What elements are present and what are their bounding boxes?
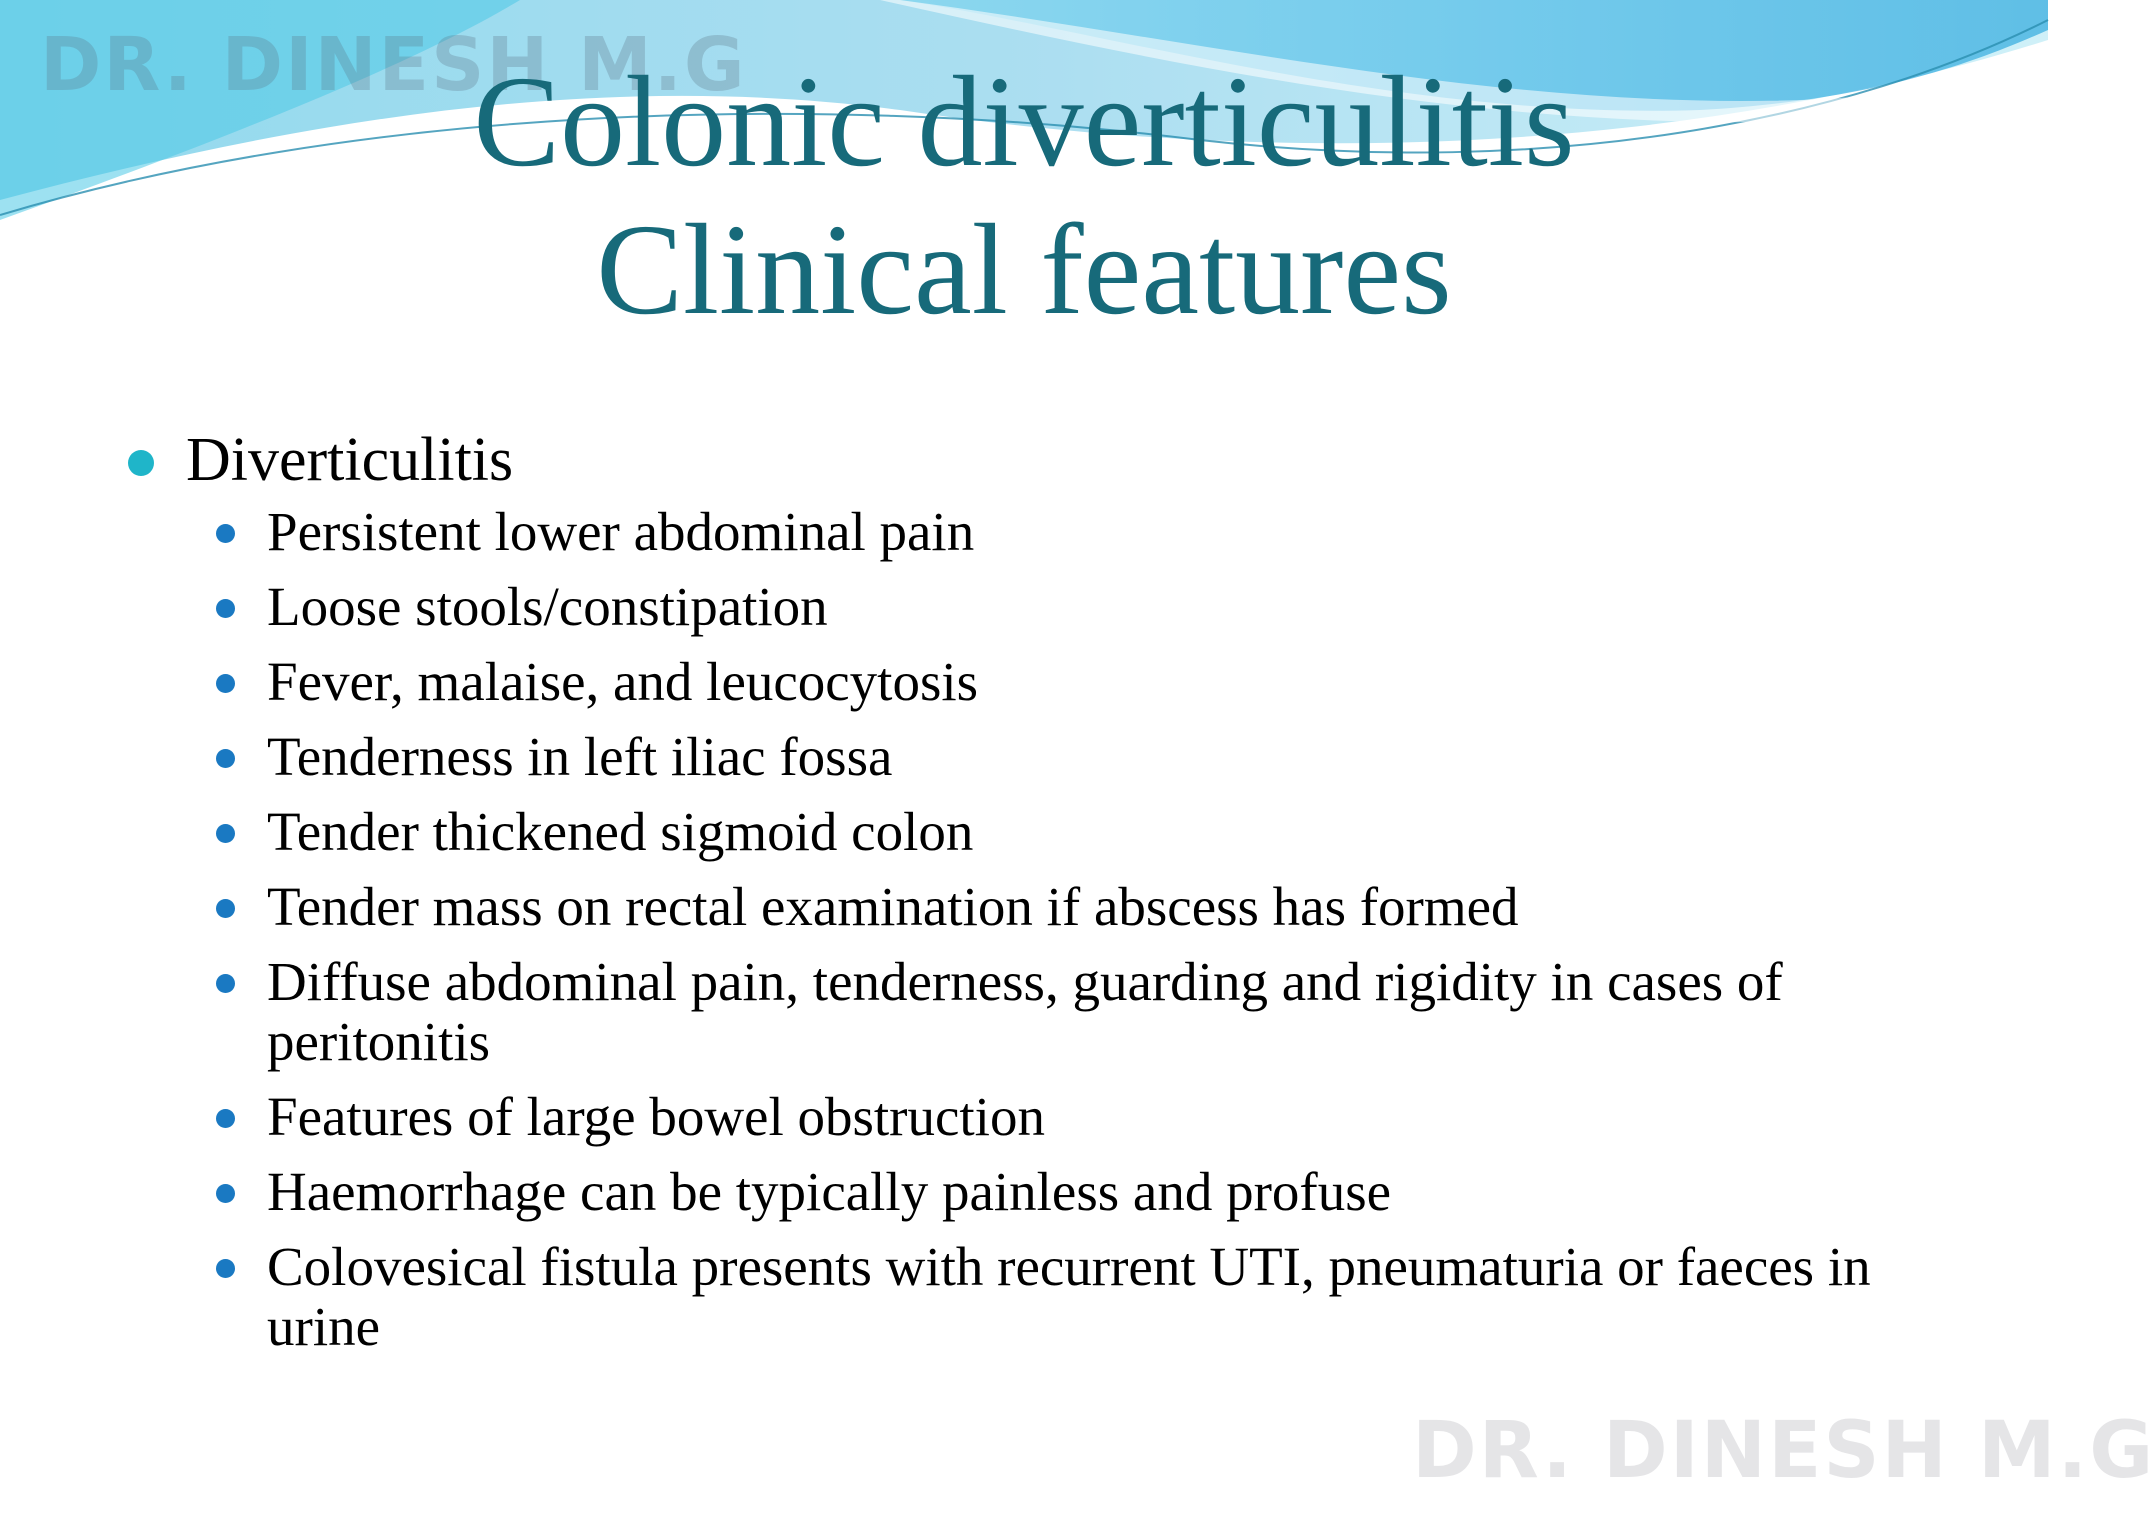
list-item-text: Persistent lower abdominal pain [267,501,975,562]
list-item-text: Fever, malaise, and leucocytosis [267,651,979,712]
bullet-icon [216,1184,235,1203]
bullet-icon [216,599,235,618]
list-item-text: Tender mass on rectal examination if abscess has formed [267,876,1519,937]
main-point: Diverticulitis [186,426,514,494]
list-item [267,1162,1947,1237]
list-item-text: Colovesical fistula presents with recurrent UTI, pneumaturia or faeces in urine [267,1236,1871,1357]
list-item-text: Haemorrhage can be typically painless and profuse [267,1161,1392,1222]
bullet-icon [216,1259,235,1278]
list-item-text: Tender thickened sigmoid colon [267,801,974,862]
list-item [267,652,1947,727]
slide-title [0,48,2048,344]
list-item [267,952,1947,1087]
bullet-icon [216,674,235,693]
main-bullet-icon [128,450,154,476]
sub-point-list [0,502,2048,1372]
list-item [267,1237,1947,1372]
list-item [267,577,1947,652]
bullet-icon [216,1109,235,1128]
watermark-top: DR. DINESH M.G [40,22,747,108]
list-item-text: Tenderness in left iliac fossa [267,726,893,787]
title-line-1: Colonic diverticulitis [473,50,1575,194]
bullet-icon [216,749,235,768]
list-item [267,802,1947,877]
list-item [267,877,1947,952]
bullet-icon [216,824,235,843]
list-item-text: Features of large bowel obstruction [267,1086,1045,1147]
list-item [267,1087,1947,1162]
list-item [267,727,1947,802]
list-item-text: Diffuse abdominal pain, tenderness, guarding and rigidity in cases of peritonitis [267,951,1783,1072]
bullet-icon [216,974,235,993]
bullet-icon [216,899,235,918]
watermark-bottom: DR. DINESH M.G [1412,1406,2155,1496]
list-item-text: Loose stools/constipation [267,576,828,637]
title-line-2: Clinical features [596,198,1452,342]
bullet-icon [216,524,235,543]
list-item [267,502,1947,577]
